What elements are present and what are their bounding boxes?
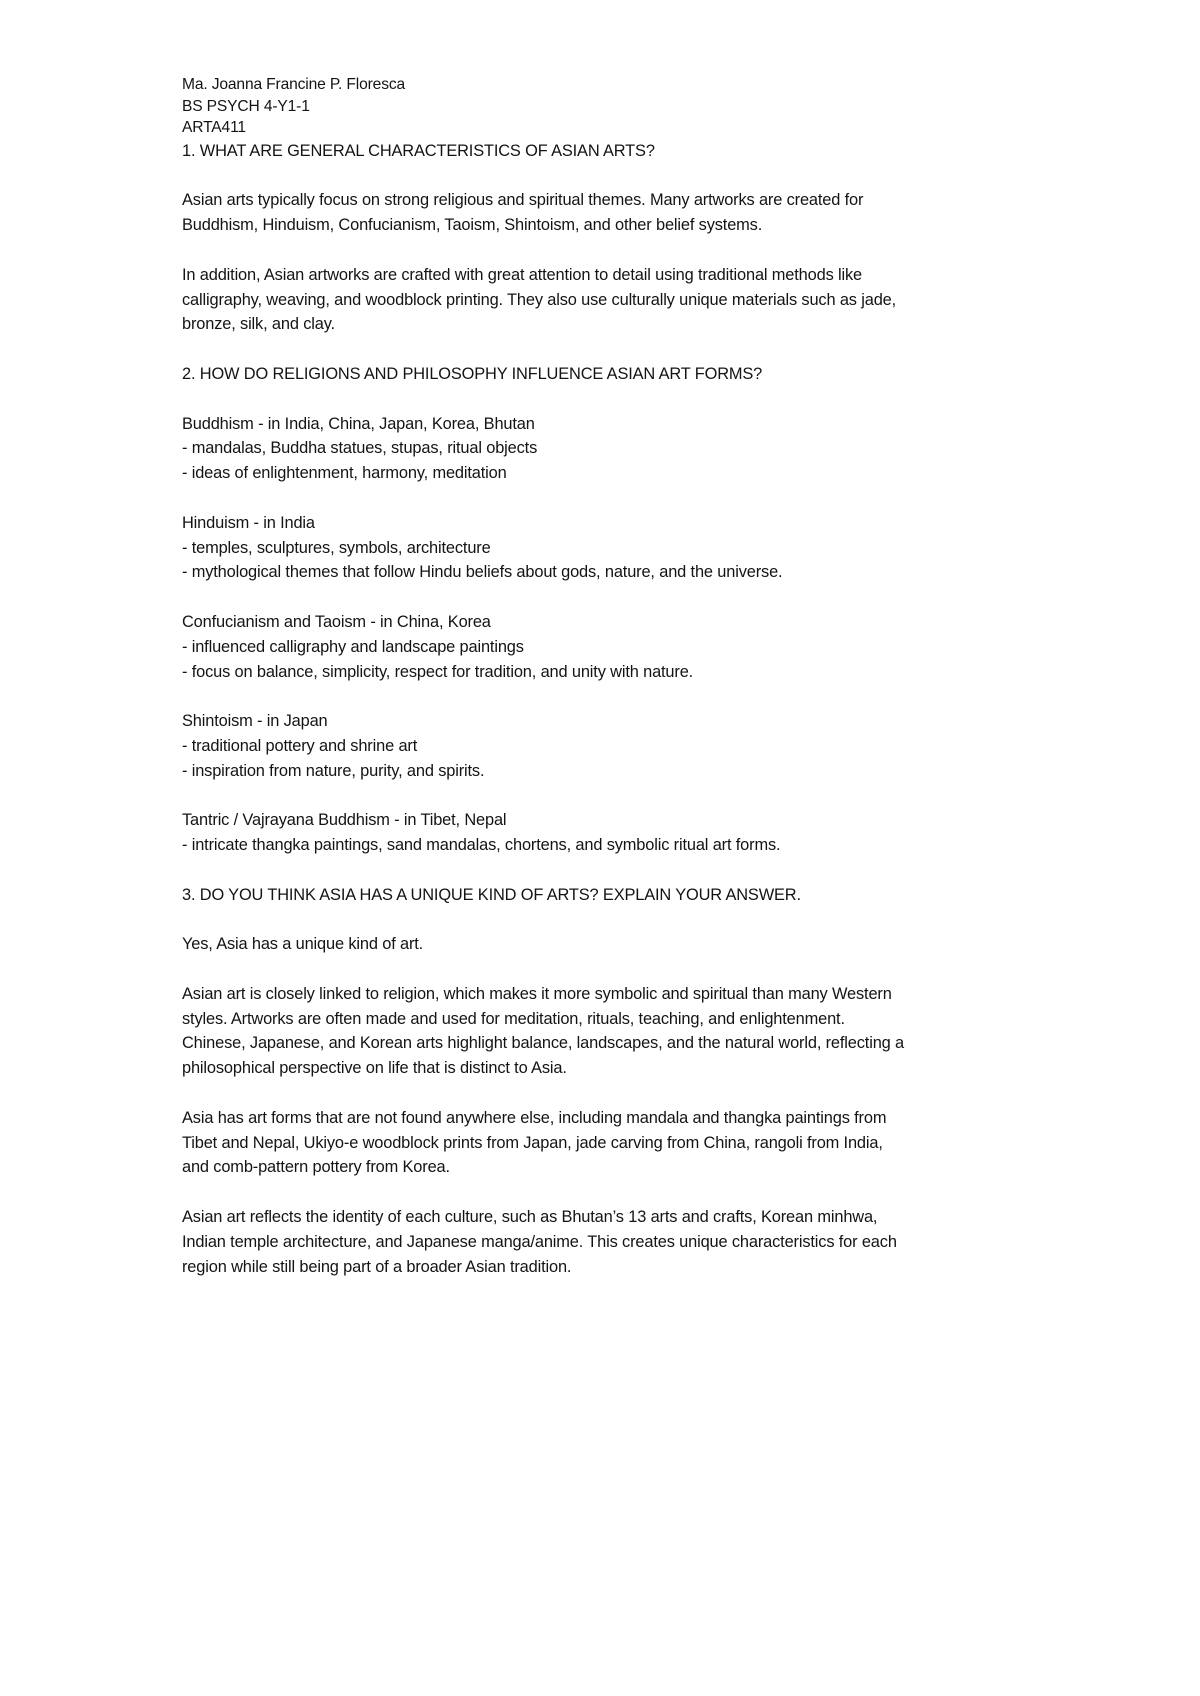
spacer [182,684,1042,709]
spacer [182,907,1042,932]
question-3-paragraph-1 [182,982,1042,1081]
religion-group-shintoism [182,709,1042,783]
question-3-paragraph-2 [182,1106,1042,1180]
text-line: Asian arts typically focus on strong religious and spiritual themes. Many artworks are created for [182,191,864,210]
religion-group-tantric-buddhism [182,808,1042,858]
question-3-answer: Yes, Asia has a unique kind of art. [182,935,424,954]
spacer [182,957,1042,982]
religion-item: - inspiration from nature, purity, and spirits. [182,761,485,780]
document-body [182,74,1042,1279]
question-1-paragraph-1 [182,188,1042,238]
question-1-heading: 1. WHAT ARE GENERAL CHARACTERISTICS OF ASIAN ARTS? [182,141,655,160]
spacer [182,1180,1042,1205]
course-code: ARTA411 [182,119,246,137]
religion-item: - mythological themes that follow Hindu beliefs about gods, nature, and the universe. [182,563,783,582]
program-section: BS PSYCH 4-Y1-1 [182,97,310,115]
religion-group-hinduism [182,511,1042,585]
spacer [182,164,1042,189]
religion-item: - intricate thangka paintings, sand mandalas, chortens, and symbolic ritual art forms. [182,836,781,855]
question-2-heading: 2. HOW DO RELIGIONS AND PHILOSOPHY INFLUENCE ASIAN ART FORMS? [182,364,763,383]
question-1-section [182,139,1042,337]
religion-title: Confucianism and Taoism - in China, Korea [182,612,491,631]
question-3-heading: 3. DO YOU THINK ASIA HAS A UNIQUE KIND OF ARTS? EXPLAIN YOUR ANSWER. [182,885,801,904]
question-2-section [182,362,1042,858]
religion-title: Shintoism - in Japan [182,712,328,731]
text-line: Asia has art forms that are not found anywhere else, including mandala and thangka paintings from [182,1108,887,1127]
spacer [182,784,1042,809]
text-line: Chinese, Japanese, and Korean arts highlight balance, landscapes, and the natural world, reflecting a [182,1034,904,1053]
text-line: Tibet and Nepal, Ukiyo-e woodblock prints from Japan, jade carving from China, rangoli from India, [182,1133,883,1152]
text-line: Buddhism, Hinduism, Confucianism, Taoism, Shintoism, and other belief systems. [182,216,763,235]
text-line: Asian art is closely linked to religion, which makes it more symbolic and spiritual than many Western [182,984,892,1003]
religion-item: - mandalas, Buddha statues, stupas, ritual objects [182,439,538,458]
spacer [182,585,1042,610]
question-3-paragraph-3 [182,1205,1042,1279]
religion-title: Tantric / Vajrayana Buddhism - in Tibet, Nepal [182,811,507,830]
text-line: styles. Artworks are often made and used for meditation, rituals, teaching, and enlightenment. [182,1009,845,1028]
religion-item: - influenced calligraphy and landscape paintings [182,637,524,656]
text-line: and comb-pattern pottery from Korea. [182,1158,450,1177]
spacer [182,387,1042,412]
text-line: Asian art reflects the identity of each culture, such as Bhutan’s 13 arts and crafts, Korean minhwa, [182,1208,878,1227]
spacer [182,337,1042,362]
text-line: philosophical perspective on life that is distinct to Asia. [182,1059,567,1078]
spacer [182,486,1042,511]
religion-item: - ideas of enlightenment, harmony, meditation [182,464,507,483]
text-line: bronze, silk, and clay. [182,315,335,334]
question-3-section [182,883,1042,1280]
text-line: calligraphy, weaving, and woodblock printing. They also use culturally unique materials such as jade, [182,290,897,309]
header-block [182,74,1042,139]
religion-group-buddhism [182,412,1042,486]
spacer [182,858,1042,883]
spacer [182,1081,1042,1106]
religion-item: - temples, sculptures, symbols, architecture [182,538,491,557]
religion-title: Hinduism - in India [182,513,315,532]
spacer [182,238,1042,263]
text-line: In addition, Asian artworks are crafted with great attention to detail using traditional methods like [182,265,863,284]
religion-item: - focus on balance, simplicity, respect for tradition, and unity with nature. [182,662,694,681]
question-1-paragraph-2 [182,263,1042,337]
religion-title: Buddhism - in India, China, Japan, Korea, Bhutan [182,414,535,433]
religion-item: - traditional pottery and shrine art [182,736,418,755]
religion-group-confucianism-taoism [182,610,1042,684]
text-line: region while still being part of a broader Asian tradition. [182,1257,572,1276]
text-line: Indian temple architecture, and Japanese manga/anime. This creates unique characteristics for each [182,1232,897,1251]
author-name: Ma. Joanna Francine P. Floresca [182,76,406,93]
